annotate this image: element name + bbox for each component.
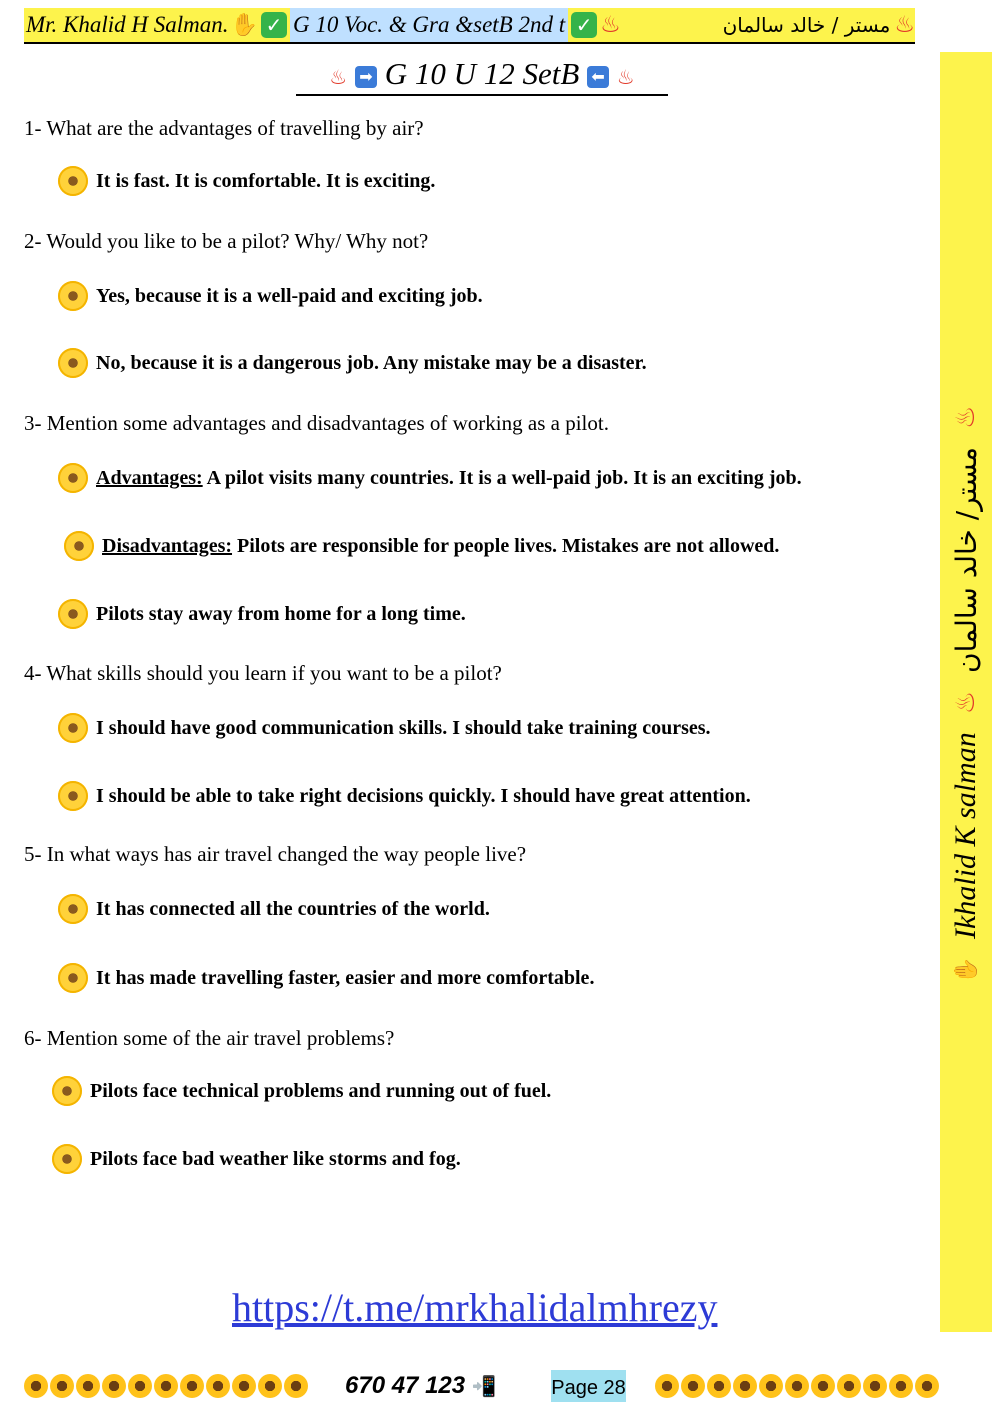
flower-icon: [58, 713, 88, 743]
answer-text: Pilots face bad weather like storms and fog.: [90, 1147, 461, 1170]
page-title: [296, 56, 668, 96]
flower-icon: [58, 166, 88, 196]
answer-1-1: [58, 166, 435, 196]
left-arrow-icon: ⬅: [587, 66, 609, 88]
answer-text: Yes, because it is a well-paid and exciting job.: [96, 284, 483, 307]
answer-text: Pilots stay away from home for a long time.: [96, 602, 466, 625]
sunflower-icon: [655, 1374, 679, 1398]
answer-text: A pilot visits many countries. It is a well-paid job. It is an exciting job.: [206, 466, 802, 489]
sunflower-icon: [863, 1374, 887, 1398]
side-name-ar: مستر/ خالد سالمان: [949, 446, 983, 673]
sunflower-icon: [180, 1374, 204, 1398]
sunflower-icon: [206, 1374, 230, 1398]
check-icon: ✓: [261, 12, 287, 38]
answer-6-1: [52, 1076, 551, 1106]
flower-icon: [52, 1144, 82, 1174]
hot-springs-icon: ♨: [329, 64, 348, 89]
side-name-en: Ikhalid K salman: [949, 732, 982, 939]
sunflower-icon: [811, 1374, 835, 1398]
hand-icon: ✋: [953, 956, 979, 985]
side-text: [949, 406, 983, 985]
sunflower-icon: [837, 1374, 861, 1398]
answer-text: No, because it is a dangerous job. Any mistake may be a disaster.: [96, 351, 647, 374]
question-6: 6- Mention some of the air travel problems?: [24, 1026, 395, 1050]
phone-number: [345, 1372, 497, 1400]
flower-icon: [58, 348, 88, 378]
flower-icon: [58, 963, 88, 993]
header-bar: [24, 8, 915, 44]
question-1: 1- What are the advantages of travelling by air?: [24, 116, 424, 140]
flower-icon: [52, 1076, 82, 1106]
page-number: Page 28: [551, 1370, 626, 1402]
sunflower-icon: [232, 1374, 256, 1398]
answer-text: It has connected all the countries of the world.: [96, 897, 490, 920]
hand-icon: ✋: [230, 12, 258, 38]
answer-text: It has made travelling faster, easier and more comfortable.: [96, 966, 595, 989]
answer-4-2: [58, 781, 751, 811]
flower-icon: [64, 531, 94, 561]
flower-icon: [58, 281, 88, 311]
answer-5-2: [58, 963, 594, 993]
answer-3-1: [58, 463, 802, 493]
question-2: 2- Would you like to be a pilot? Why/ Why not?: [24, 229, 429, 253]
flower-icon: [58, 599, 88, 629]
sunflower-icon: [102, 1374, 126, 1398]
question-5: 5- In what ways has air travel changed the way people live?: [24, 842, 527, 866]
sunflower-icon: [154, 1374, 178, 1398]
hot-springs-icon: ♨: [894, 12, 915, 38]
question-3: 3- Mention some advantages and disadvantages of working as a pilot.: [24, 411, 609, 435]
answer-3-3: [58, 599, 466, 629]
question-4: 4- What skills should you learn if you want to be a pilot?: [24, 661, 502, 685]
answer-label: Advantages:: [96, 466, 203, 489]
header-author-ar: مستر / خالد سالمان: [722, 13, 891, 37]
right-arrow-icon: ➡: [355, 66, 377, 88]
title-text: G 10 U 12 SetB: [384, 56, 580, 91]
answer-label: Disadvantages:: [102, 534, 233, 557]
sunflower-icon: [128, 1374, 152, 1398]
hot-springs-icon: ♨: [951, 405, 981, 429]
flower-icon: [58, 463, 88, 493]
answer-text: Pilots face technical problems and running out of fuel.: [90, 1079, 552, 1102]
hot-springs-icon: ♨: [951, 690, 981, 715]
answer-5-1: [58, 894, 490, 924]
sunflower-icon: [733, 1374, 757, 1398]
answer-text: I should have good communication skills. I should take training courses.: [96, 716, 711, 739]
answer-text: It is fast. It is comfortable. It is exciting.: [96, 169, 436, 192]
sunflower-icon: [759, 1374, 783, 1398]
check-icon: ✓: [571, 12, 597, 38]
header-author-en: Mr. Khalid H Salman.: [26, 12, 229, 37]
hot-springs-icon: ♨: [600, 12, 621, 38]
answer-2-2: [58, 348, 647, 378]
sunflower-row-right: [655, 1374, 939, 1398]
sunflower-icon: [707, 1374, 731, 1398]
sunflower-icon: [681, 1374, 705, 1398]
sunflower-icon: [785, 1374, 809, 1398]
hot-springs-icon: ♨: [616, 64, 635, 89]
sunflower-icon: [889, 1374, 913, 1398]
flower-icon: [58, 894, 88, 924]
sunflower-icon: [24, 1374, 48, 1398]
answer-text: Pilots are responsible for people lives. Mistakes are not allowed.: [237, 534, 780, 557]
telegram-link[interactable]: https://t.me/mrkhalidalmhrezy: [232, 1285, 718, 1330]
sunflower-row-left: [24, 1374, 308, 1398]
flower-icon: [58, 781, 88, 811]
answer-3-2: [64, 531, 779, 561]
footer: [0, 1370, 992, 1404]
sunflower-icon: [50, 1374, 74, 1398]
header-subject: G 10 Voc. & Gra &setB 2nd t: [290, 8, 568, 42]
phone-text: 670 47 123: [345, 1372, 466, 1399]
sunflower-icon: [76, 1374, 100, 1398]
answer-4-1: [58, 713, 711, 743]
answer-2-1: [58, 281, 483, 311]
mobile-phone-icon: 📲: [471, 1374, 497, 1398]
sunflower-icon: [258, 1374, 282, 1398]
answer-6-2: [52, 1144, 461, 1174]
sunflower-icon: [284, 1374, 308, 1398]
sunflower-icon: [915, 1374, 939, 1398]
answer-text: I should be able to take right decisions quickly. I should have great attention.: [96, 784, 751, 807]
